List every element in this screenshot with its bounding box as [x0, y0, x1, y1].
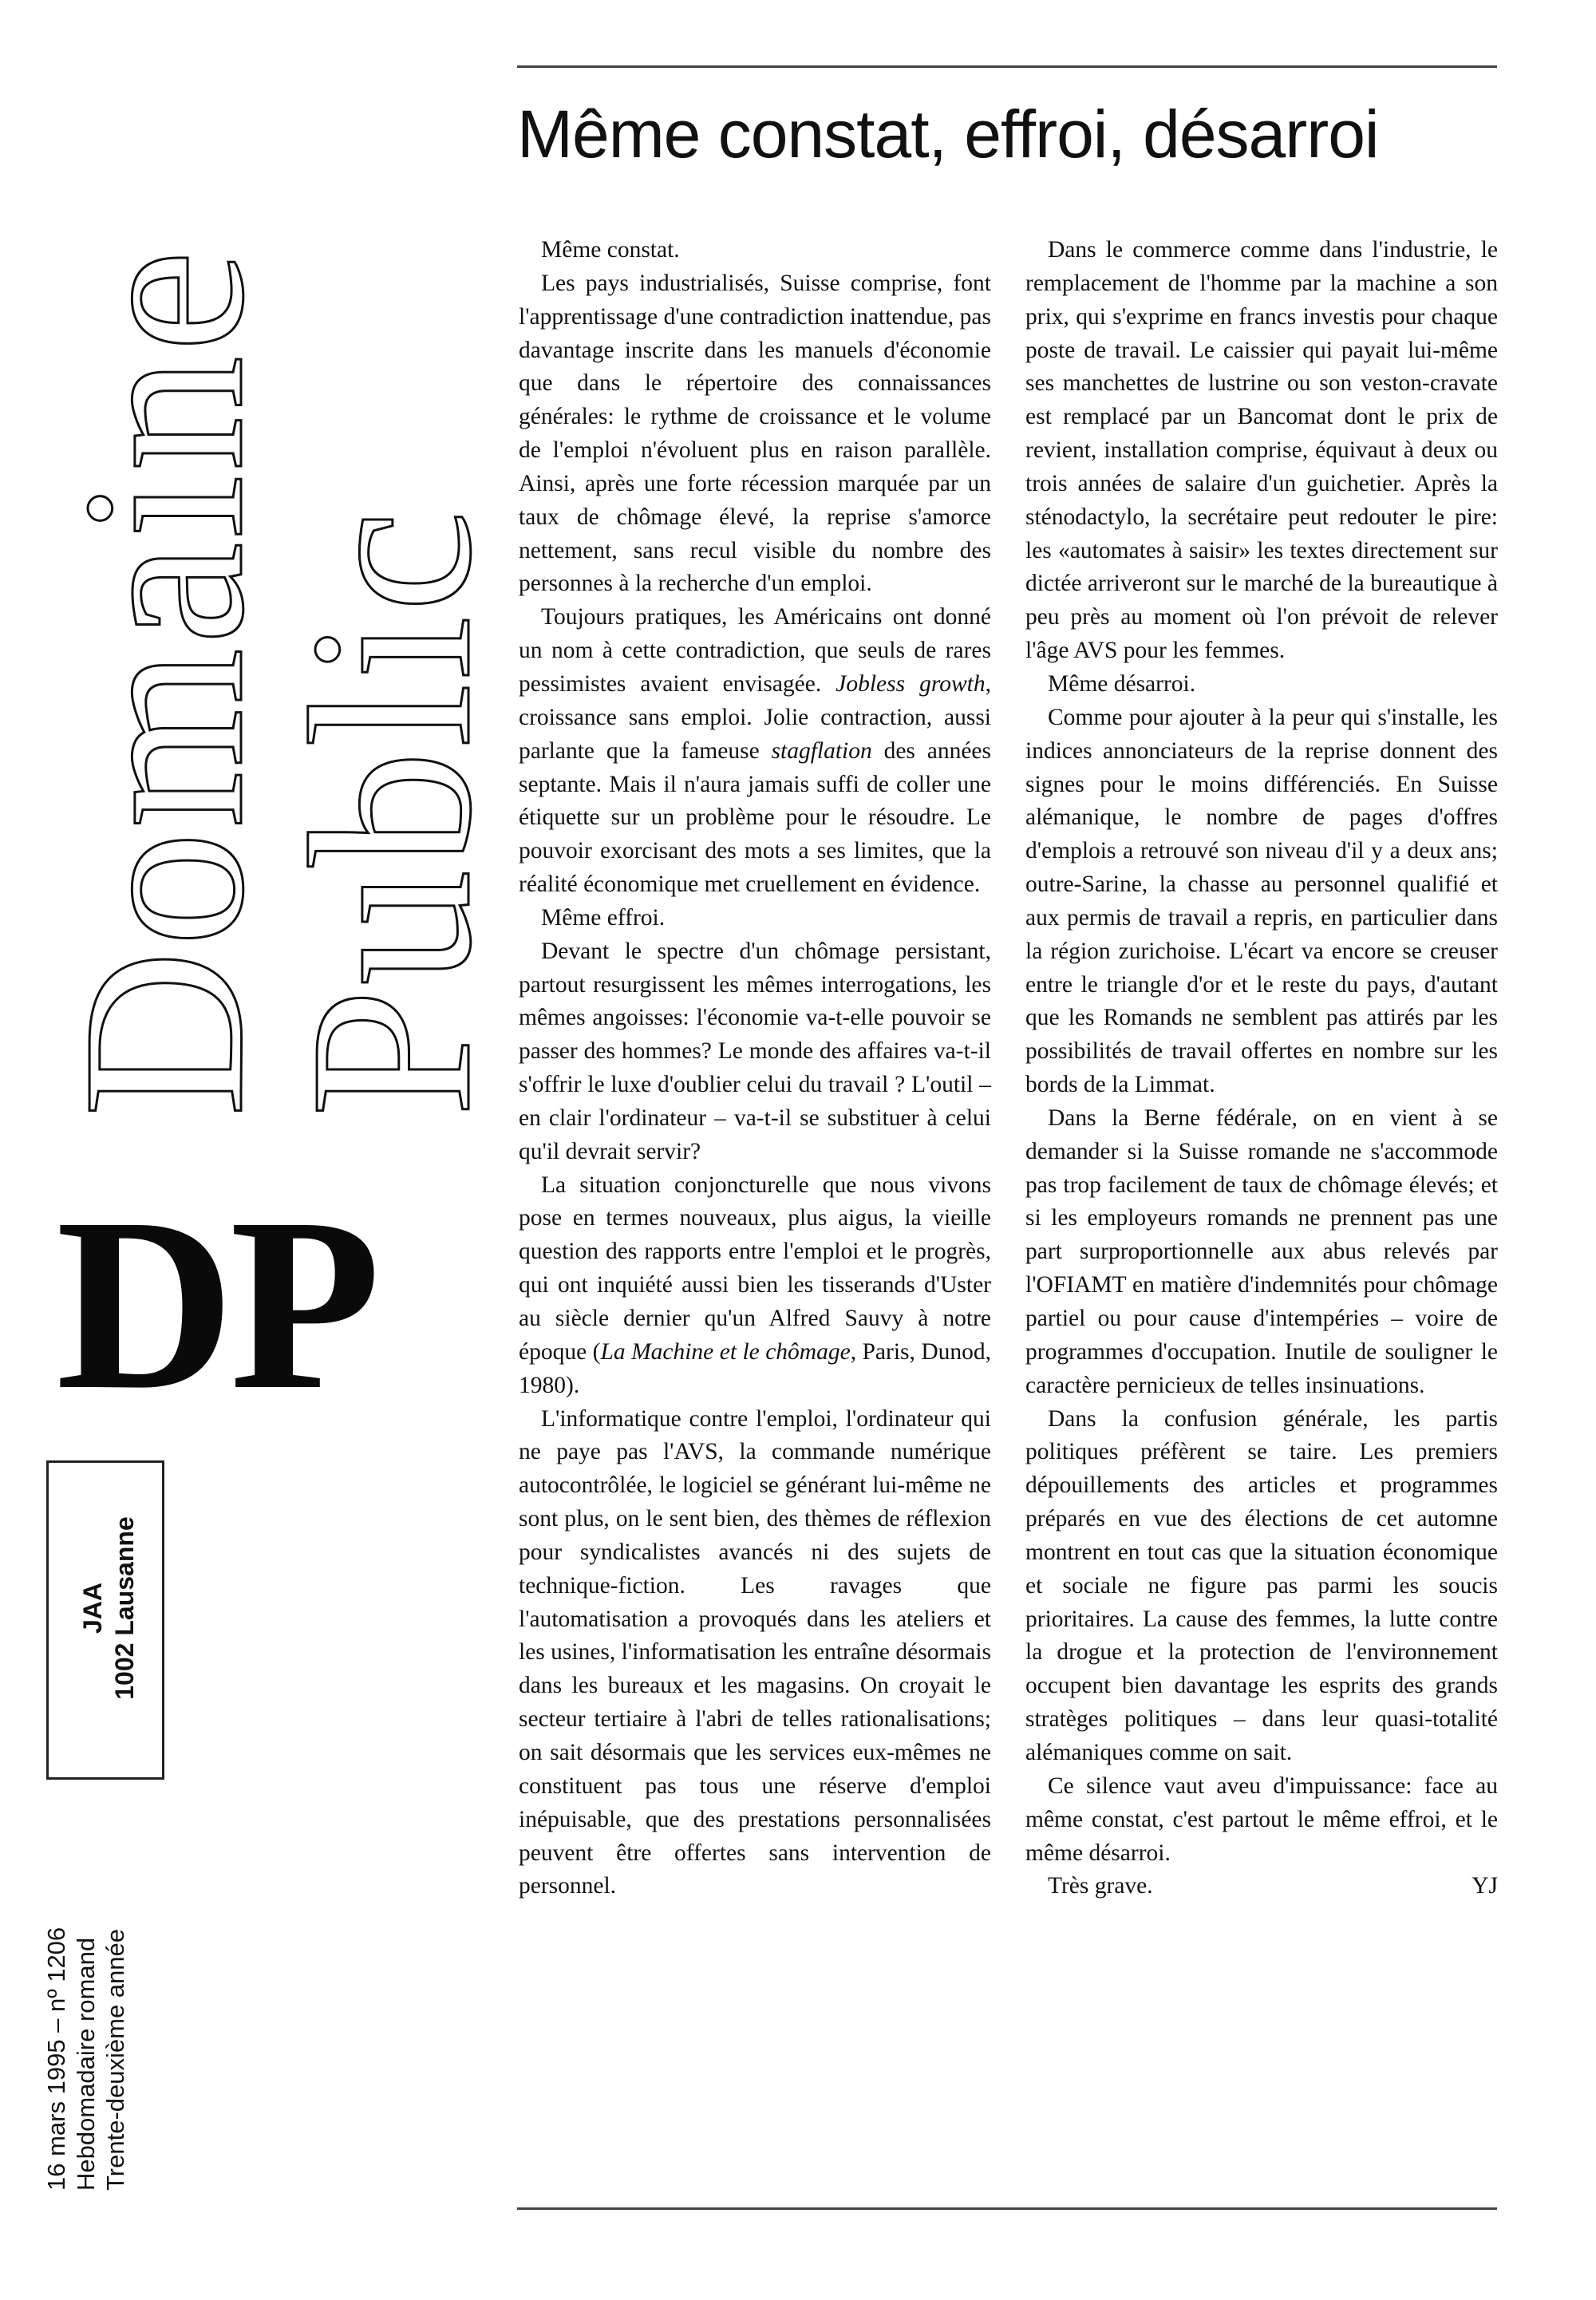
issue-date-number: 16 mars 1995 – nº 1206 — [42, 1927, 70, 2191]
paragraph: Dans la Berne fédérale, on en vient à se demander si la Suisse romande ne s'accommode pas trop facilement de taux de chômage élevés; et si les employeurs romands ne prennent pas une part surproportionnelle aux abus relevés par l'OFIAMT en matière d'indemnités pour chômage partiel ou pour cause d'intempéries – voire de programmes d'occupation. Inutile de souligner le caractère pernicieux de telles insinuations. — [1025, 1105, 1498, 1398]
article-headline: Même constat, effroi, désarroi — [517, 97, 1379, 172]
paragraph: Ce silence vaut aveu d'impuissance: face au même constat, c'est partout le même effroi, et le même désarroi. — [1025, 1772, 1498, 1866]
issue-year: Trente-deuxième année — [101, 1929, 129, 2191]
paragraph: La situation conjoncturelle que nous vivons pose en termes nouveaux, plus aigus, la vieille question des rapports entre l'emploi et le progrès, qui ont inquiété aussi bien les tisserands d'Uster au siècle dernier qu'un Alfred Sauvy à notre époque (La Machine et le chômage, Paris, Dunod, 1980). — [519, 1172, 992, 1398]
bottom-rule — [517, 2207, 1497, 2210]
paragraph: Comme pour ajouter à la peur qui s'installe, les indices annonciateurs de la reprise donnent des signes pour le moins différenciés. En Suisse alémanique, le nombre de pages d'offres d'emplois a retrouvé son niveau d'il y a deux ans; outre-Sarine, la chasse au personnel qualifié et aux permis de travail a repris, en particulier dans la région zurichoise. L'écart va encore se creuser entre le triangle d'or et le reste du pays, d'autant que les Romands ne semblent pas attirés par les possibilités de travail offertes en nombre sur les bords de la Limmat. — [1025, 704, 1498, 1098]
issue-frequency: Hebdomadaire romand — [72, 1937, 100, 2191]
paragraph: Même constat. — [541, 237, 680, 263]
postal-jaa: JAA — [78, 1583, 107, 1634]
postal-info — [77, 1476, 140, 1740]
postal-city: 1002 Lausanne — [110, 1516, 139, 1700]
book-title: La Machine et le chômage — [600, 1338, 851, 1365]
closing-remark: Très grave. — [1048, 1873, 1153, 1899]
italic-term: Jobless growth — [836, 670, 986, 697]
masthead-title-public: Public — [263, 506, 519, 1117]
paragraph: Même effroi. — [541, 904, 666, 931]
article-column-2 — [1025, 234, 1498, 1903]
paragraph: Même désarroi. — [1048, 670, 1196, 697]
paragraph: Dans le commerce comme dans l'industrie, le remplacement de l'homme par la machine a son prix, qui s'exprime en francs investis pour chaque poste de travail. Le caissier qui payait lui-même ses manchettes de lustrine ou son veston-cravate est remplacé par un Bancomat dont le prix de revient, installation comprise, équivaut à deux ou trois années de salaire d'un guichetier. Après la sténodactylo, la secrétaire peut redouter le pire: les «automates à saisir» les textes directement sur dictée arriveront sur le marché de la bureautique à peu près au moment où l'on prévoit de relever l'âge AVS pour les femmes. — [1025, 237, 1498, 664]
paragraph: L'informatique contre l'emploi, l'ordinateur qui ne paye pas l'AVS, la commande numérique autocontrôlée, le logiciel se générant lui-même ne sont plus, on le sent bien, des thèmes de réflexion pour syndicalistes avancés ni des sujets de technique-fiction. Les ravages que l'automatisation a provoqués dans les ateliers et les usines, l'informatisation les entraîne désormais dans les bureaux et les magasins. On croyait le secteur tertiaire à l'abri de telles rationalisations; on sait désormais que les services eux-mêmes ne constituent pas tous une réserve d'emploi inépuisable, que des prestations personnalisées peuvent être offertes sans intervention de personnel. — [519, 1405, 991, 1899]
masthead-title-domaine: Domaine — [35, 246, 291, 1117]
paragraph: Toujours pratiques, les Américains ont donné un nom à cette contradiction, que seuls de rares pessimistes avaient envisagée. Jobless growth, croissance sans emploi. Jolie contraction, aussi parlante que la fameuse stagflation des années septante. Mais il n'aura jamais suffi de coller une étiquette sur un problème pour le résoudre. Le pouvoir exorcisant des mots a ses limites, que la réalité économique met cruellement en évidence. — [519, 604, 991, 898]
italic-term: stagflation — [771, 737, 872, 764]
dp-logo: DP — [56, 1168, 377, 1441]
issue-info — [41, 1887, 130, 2191]
article-column-1 — [519, 234, 991, 1903]
closing-line — [1025, 1870, 1498, 1903]
paragraph: Les pays industrialisés, Suisse comprise, font l'apprentissage d'une contradiction inattendue, pas davantage inscrite dans les manuels d'économie que dans le répertoire des connaissances générales: le rythme de croissance et le volume de l'emploi n'évoluent plus en raison parallèle. Ainsi, après une forte récession marquée par un taux de chômage élevé, la reprise s'amorce nettement, sans recul visible du nombre des personnes à la recherche d'un emploi. — [519, 270, 991, 597]
author-signature: YJ — [1472, 1873, 1498, 1899]
paragraph: Dans la confusion générale, les partis politiques préfèrent se taire. Les premiers dépouillements des articles et programmes préparés en vue des élections de cet automne montrent en tout cas que la situation économique et sociale ne figure pas parmi les soucis prioritaires. La cause des femmes, la lutte contre la drogue et la protection de l'environnement occupent bien davantage les esprits des grands stratèges politiques – dans leur quasi-totalité alémaniques comme on sait. — [1025, 1405, 1498, 1765]
paragraph: Devant le spectre d'un chômage persistant, partout resurgissent les mêmes interrogations, les mêmes angoisses: l'économie va-t-elle pouvoir se passer des hommes? Le monde des affaires va-t-il s'offrir le luxe d'oublier celui du travail ? L'outil – en clair l'ordinateur – va-t-il se substituer à celui qu'il devrait servir? — [519, 938, 991, 1164]
top-rule — [517, 65, 1497, 68]
